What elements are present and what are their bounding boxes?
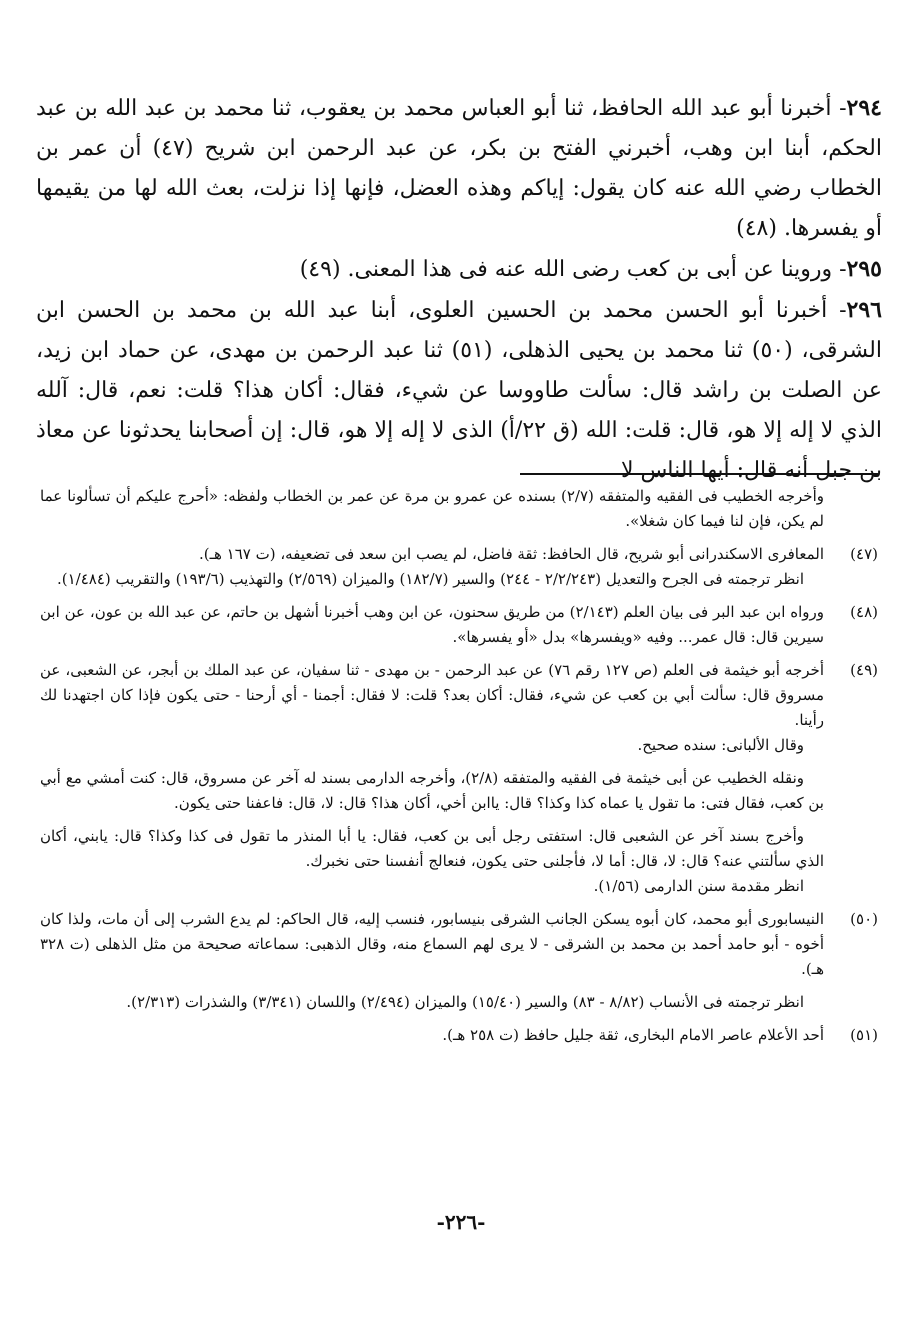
footnote-line: أخرجه أبو خيثمة فى العلم (ص ١٢٧ رقم ٧٦) عن عبد الرحمن - بن مهدى - ثنا سفيان، عن عبد الملك بن أبجر، عن الشعبى، عن مسروق قال: سألت أبي بن كعب عن شيء، فقال: أكان بعد؟ قلت: لا فقال: أجمنا - أي أرحنا - حتى يكون فإذا كان اجتهدنا لك رأينا. bbox=[40, 661, 824, 729]
footnote-number: (٤٧) bbox=[850, 545, 878, 563]
footnote-number: (٤٩) bbox=[850, 661, 878, 679]
footnote-line: أحد الأعلام عاصر الامام البخارى، ثقة جليل حافظ (ت ٢٥٨ هـ). bbox=[442, 1026, 824, 1044]
main-text bbox=[36, 88, 882, 491]
footnote-line: انظر مقدمة سنن الدارمى (١/٥٦). bbox=[593, 877, 804, 895]
footnote-50 bbox=[40, 907, 878, 1015]
paragraph-295 bbox=[36, 249, 882, 290]
footnote-47 bbox=[40, 542, 878, 592]
footnote-divider bbox=[520, 473, 878, 475]
footnote-line: وأخرجه الخطيب فى الفقيه والمتفقه (٢/٧) بسنده عن عمرو بن مرة عن عمر بن الخطاب ولفظه: «أحرج عليكم أن تسألونا عما لم يكن، فإن لنا فيما كان شغلا». bbox=[40, 487, 824, 530]
footnote-48 bbox=[40, 600, 878, 650]
paragraph-number: ٢٩٥ bbox=[846, 256, 882, 282]
paragraph-number: ٢٩٦ bbox=[846, 297, 882, 323]
footnote-49 bbox=[40, 658, 878, 899]
footnote-number: (٥١) bbox=[850, 1026, 878, 1044]
footnote-line: النيسابورى أبو محمد، كان أبوه يسكن الجانب الشرقى بنيسابور، فنسب إليه، قال الحاكم: لم يدع الشرب إلى أن مات، ولذا كان أخوه - أبو حامد أحمد بن محمد بن الشرقى - لا يرى لهم السماع منه، وقال الذهبى: سماعاته صحيحة من مثل الذهلى (ت ٣٢٨ هـ). bbox=[40, 910, 824, 978]
footnote-line: انظر ترجمته فى الأنساب (٨/٨٢ - ٨٣) والسير (١٥/٤٠) والميزان (٢/٤٩٤) واللسان (٣/٣٤١) والشذرات (٢/٣١٣). bbox=[126, 993, 804, 1011]
page-number: -٢٢٦- bbox=[436, 1210, 486, 1234]
footnote-line: ورواه ابن عبد البر فى بيان العلم (٢/١٤٣) من طريق سحنون، عن ابن وهب أخبرنا أشهل بن حاتم، عن عبد الله بن عون، عن ابن سيرين قال: قال عمر... وفيه «ويفسرها» بدل «أو يفسرها». bbox=[40, 603, 824, 646]
paragraph-text: - أخبرنا أبو عبد الله الحافظ، ثنا أبو العباس محمد بن يعقوب، ثنا محمد بن عبد الله بن عبد الحكم، أبنا ابن وهب، أخبرني الفتح بن بكر، عن عبد الرحمن ابن شريح (٤٧) أن عمر بن الخطاب رضي الله عنه كان يقول: إياكم وهذه العضل، فإنها إذا نزلت، بعث الله لها من يقيمها أو يفسرها. (٤٨) bbox=[36, 96, 882, 241]
paragraph-number: ٢٩٤ bbox=[846, 95, 882, 121]
footnote-line: المعافرى الاسكندرانى أبو شريح، قال الحافظ: ثقة فاضل، لم يصب ابن سعد فى تضعيفه، (ت ١٦٧ هـ). bbox=[198, 545, 824, 563]
footnote-line: وقال الألبانى: سنده صحيح. bbox=[637, 736, 804, 754]
paragraph-296 bbox=[36, 290, 882, 491]
footnote-line: ونقله الخطيب عن أبى خيثمة فى الفقيه والمتفقه (٢/٨)، وأخرجه الدارمى بسند له آخر عن مسروق، قال: كنت أمشي مع أبي بن كعب، فقال فتى: ما تقول يا عماه كذا وكذا؟ قال: ياابن أخي، أكان هذا؟ قال: لا، قال: فاعفنا حتى يكون. bbox=[40, 769, 824, 812]
footnotes bbox=[40, 484, 878, 1056]
paragraph-text: - وروينا عن أبى بن كعب رضى الله عنه فى هذا المعنى. (٤٩) bbox=[299, 257, 847, 282]
paragraph-text: - أخبرنا أبو الحسن محمد بن الحسين العلوى، أبنا عبد الله بن محمد بن الحسن ابن الشرقى، (٥٠) ثنا محمد بن يحيى الذهلى، (٥١) ثنا عبد الرحمن بن مهدى، عن حماد ابن زيد، عن الصلت بن راشد قال: سألت طاووسا عن شيء، فقال: أكان هذا؟ قلت: نعم، قال: آلله الذي لا إله إلا هو، قال: قلت: الله (ق ٢٢/أ) الذى لا إله إلا هو، قال: إن أصحابنا يحدثونا عن معاذ بن جبل أنه قال: أيها الناس لا bbox=[36, 298, 882, 483]
footnote-continuation bbox=[40, 484, 824, 534]
footnote-line: وأخرج بسند آخر عن الشعبى قال: استفتى رجل أبى بن كعب، فقال: يا أبا المنذر ما تقول فى كذا وكذا؟ قال: يابني، أكان الذي سألتني عنه؟ قال: لا، قال: أما لا، فأجلنى حتى يكون، فنعالج أنفسنا حتى نخبرك. bbox=[40, 827, 824, 870]
footnote-51 bbox=[40, 1023, 878, 1048]
footnote-line: انظر ترجمته فى الجرح والتعديل (٢/٢/٢٤٣ - ٢٤٤) والسير (١٨٢/٧) والميزان (٢/٥٦٩) والتهذيب (١٩٣/٦) والتقريب (١/٤٨٤). bbox=[57, 570, 804, 588]
paragraph-294 bbox=[36, 88, 882, 249]
footnote-number: (٥٠) bbox=[850, 910, 878, 928]
footnote-number: (٤٨) bbox=[850, 603, 878, 621]
